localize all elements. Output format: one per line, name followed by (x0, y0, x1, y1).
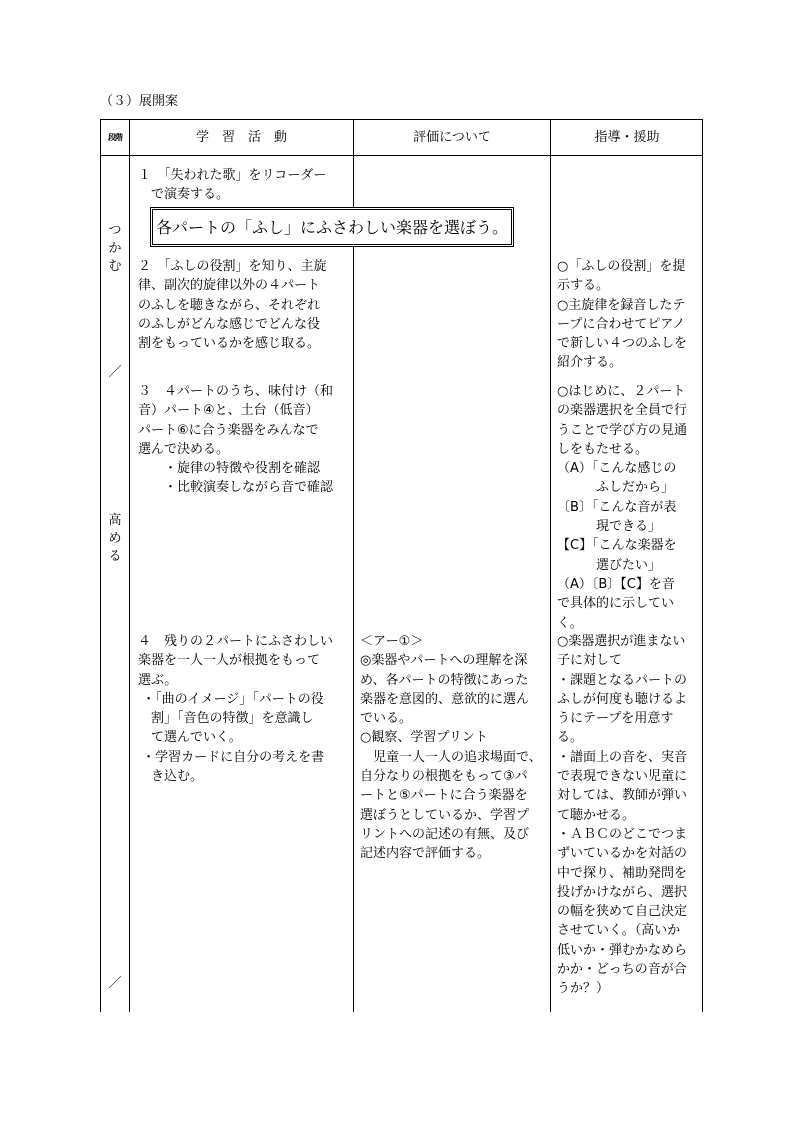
header-guidance: 指導・援助 (594, 130, 660, 145)
activity-4: ４ 残りの２パートにふさわしい 楽器を一人一人が根拠をもって 選ぶ。 ・「曲のイメージ」「パートの役 割」「音色の特徴」を意識し て選んでいく。 ・学習カードに自分の考えを書 き込む。 (138, 634, 334, 785)
activity-1: １ 「失われた歌」をリコーダー で演奏する。 (138, 168, 327, 203)
stage-takameru-1: 高 (108, 513, 122, 528)
header-activity: 学 習 活 動 (195, 130, 287, 145)
stage-takameru-2: め (108, 531, 122, 546)
lesson-goal-text: 各パートの「ふし」にふさわしい楽器を選ぼう。 (155, 217, 508, 237)
column-divider-stage (129, 119, 130, 1012)
activity-2: ２ 「ふしの役割」を知り、主旋 律、副次的旋律以外の４パート のふしを聴きながら、それぞれ のふしがどんな感じでどんな役 割をもっているかを感じ取る。 (138, 259, 327, 352)
stage-tsukamu-1: つ (108, 223, 122, 238)
column-divider-evaluation (550, 119, 551, 1012)
stage-slash-1: ／ (108, 365, 122, 380)
evaluation-1: ＜アー①＞ ◎楽器やパートへの理解を深 め、各パートの特徴にあった 楽器を意図的、意欲的に選ん でいる。 ○観察、学習プリント 児童一人一人の追求場面で、 自分なりの根拠をもって③パ ートと⑤パートに合う楽器を 選ぼうとしているか、学習プ リントへの記述の有無、及び 記述内容で評価する。 (360, 634, 542, 862)
activity-3: ３ ４パートのうち、味付け（和 音）パート④と、土台（低音） パート⑥に合う楽器をみんなで 選んで決める。 ・旋律の特徴や役割を確認 ・比較演奏しながら音で確認 (138, 384, 334, 496)
stage-slash-2: ／ (108, 976, 122, 991)
stage-tsukamu-2: か (108, 241, 122, 256)
section-title: （３）展開案 (100, 94, 179, 109)
stage-tsukamu-3: む (108, 259, 122, 274)
guidance-2: ○はじめに、２パート の楽器選択を全員で行 うことで学び方の見通 しをもたせる。 （A）「こんな感じの ふしだから」 〔B〕「こんな音が表 現できる」 【C】「こんな楽器を 選びたい」 （A）〔B〕【C】を音 で具体的に示してい く。 (557, 384, 688, 631)
guidance-3: ○楽器選択が進まない 子に対して ・課題となるパートの ふしが何度も聴けるよ うにテープを用意す る。 ・譜面上の音を、実音 で表現できない児童に 対しては、教師が弾い て聴かせる。 ・ＡＢＣのどこでつま ずいているかを対話の 中で探り、補助発問を 投げかけながら、選択 の幅を狭めて自己決定 させていく。（高いか 低いか・弾むかなめら かか・どっちの音が合 うか？） (557, 634, 688, 997)
header-evaluation: 評価について (413, 130, 491, 145)
header-divider (100, 155, 703, 156)
guidance-1: ○「ふしの役割」を提 示する。 ○主旋律を録音したテ ープに合わせてピアノ で新しい４つのふしを 紹介する。 (557, 259, 688, 371)
stage-takameru-3: る (108, 549, 122, 564)
header-stage: 段階 (108, 133, 122, 142)
lesson-goal-box (150, 207, 514, 247)
column-divider-activity (353, 119, 354, 1012)
